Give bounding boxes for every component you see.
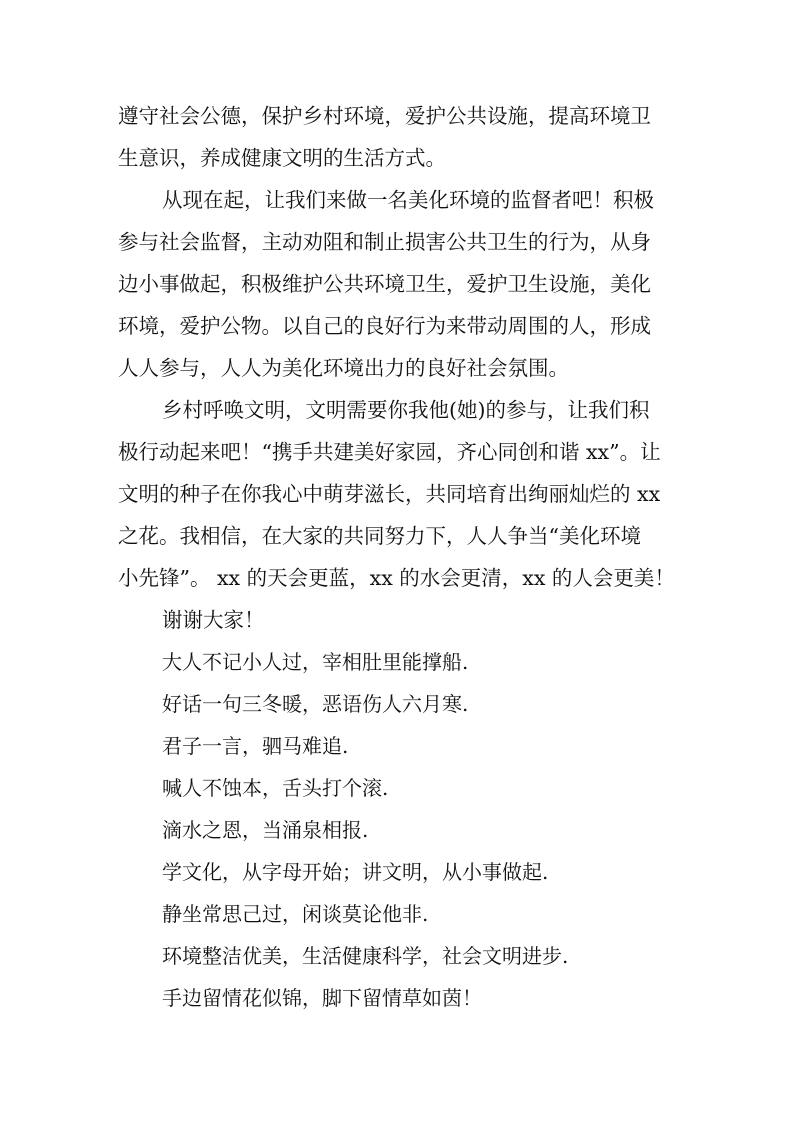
paragraph-2-line-5: 人人参与，人人为美化环境出力的良好社会氛围。 <box>118 356 569 380</box>
paragraph-2-line-3: 边小事做起，积极维护公共环境卫生，爱护卫生设施，美化 <box>118 272 651 296</box>
proverb-line: 滴水之恩，当涌泉相报. <box>162 818 369 842</box>
proverb-line: 喊人不蚀本，舌头打个滚. <box>162 776 389 800</box>
proverb-line: 君子一言，驷马难追. <box>162 734 349 758</box>
paragraph-2-line-1: 从现在起，让我们来做一名美化环境的监督者吧！积极 <box>162 188 654 212</box>
proverb-line: 静坐常思己过，闲谈莫论他非. <box>162 902 429 926</box>
paragraph-3-line-3: 文明的种子在你我心中萌芽滋长，共同培育出绚丽灿烂的 xx <box>118 482 661 506</box>
paragraph-2-line-4: 环境，爱护公物。以自己的良好行为来带动周围的人，形成 <box>118 314 651 338</box>
paragraph-1-line-1: 遵守社会公德，保护乡村环境，爱护公共设施，提高环境卫 <box>118 104 651 128</box>
paragraph-3-line-2: 极行动起来吧！“携手共建美好家园，齐心同创和谐 xx”。让 <box>118 440 661 464</box>
closing-line: 谢谢大家！ <box>162 608 265 632</box>
paragraph-1-line-2: 生意识，养成健康文明的生活方式。 <box>118 146 446 170</box>
paragraph-2-line-2: 参与社会监督，主动劝阻和制止损害公共卫生的行为，从身 <box>118 230 651 254</box>
proverb-line: 大人不记小人过，宰相肚里能撑船. <box>162 650 469 674</box>
proverb-line: 环境整洁优美，生活健康科学，社会文明进步. <box>162 944 569 968</box>
paragraph-3-line-4: 之花。我相信，在大家的共同努力下，人人争当“美化环境 <box>118 524 641 548</box>
paragraph-3-line-1: 乡村呼唤文明，文明需要你我他(她)的参与，让我们积 <box>162 398 650 422</box>
proverb-line: 手边留情花似锦，脚下留情草如茵！ <box>162 986 482 1010</box>
proverb-line: 好话一句三冬暖，恶语伤人六月寒. <box>162 692 469 716</box>
paragraph-3-line-5: 小先锋”。 xx 的天会更蓝，xx 的水会更清，xx 的人会更美！ <box>118 566 675 590</box>
proverb-line: 学文化，从字母开始；讲文明，从小事做起. <box>162 860 549 884</box>
